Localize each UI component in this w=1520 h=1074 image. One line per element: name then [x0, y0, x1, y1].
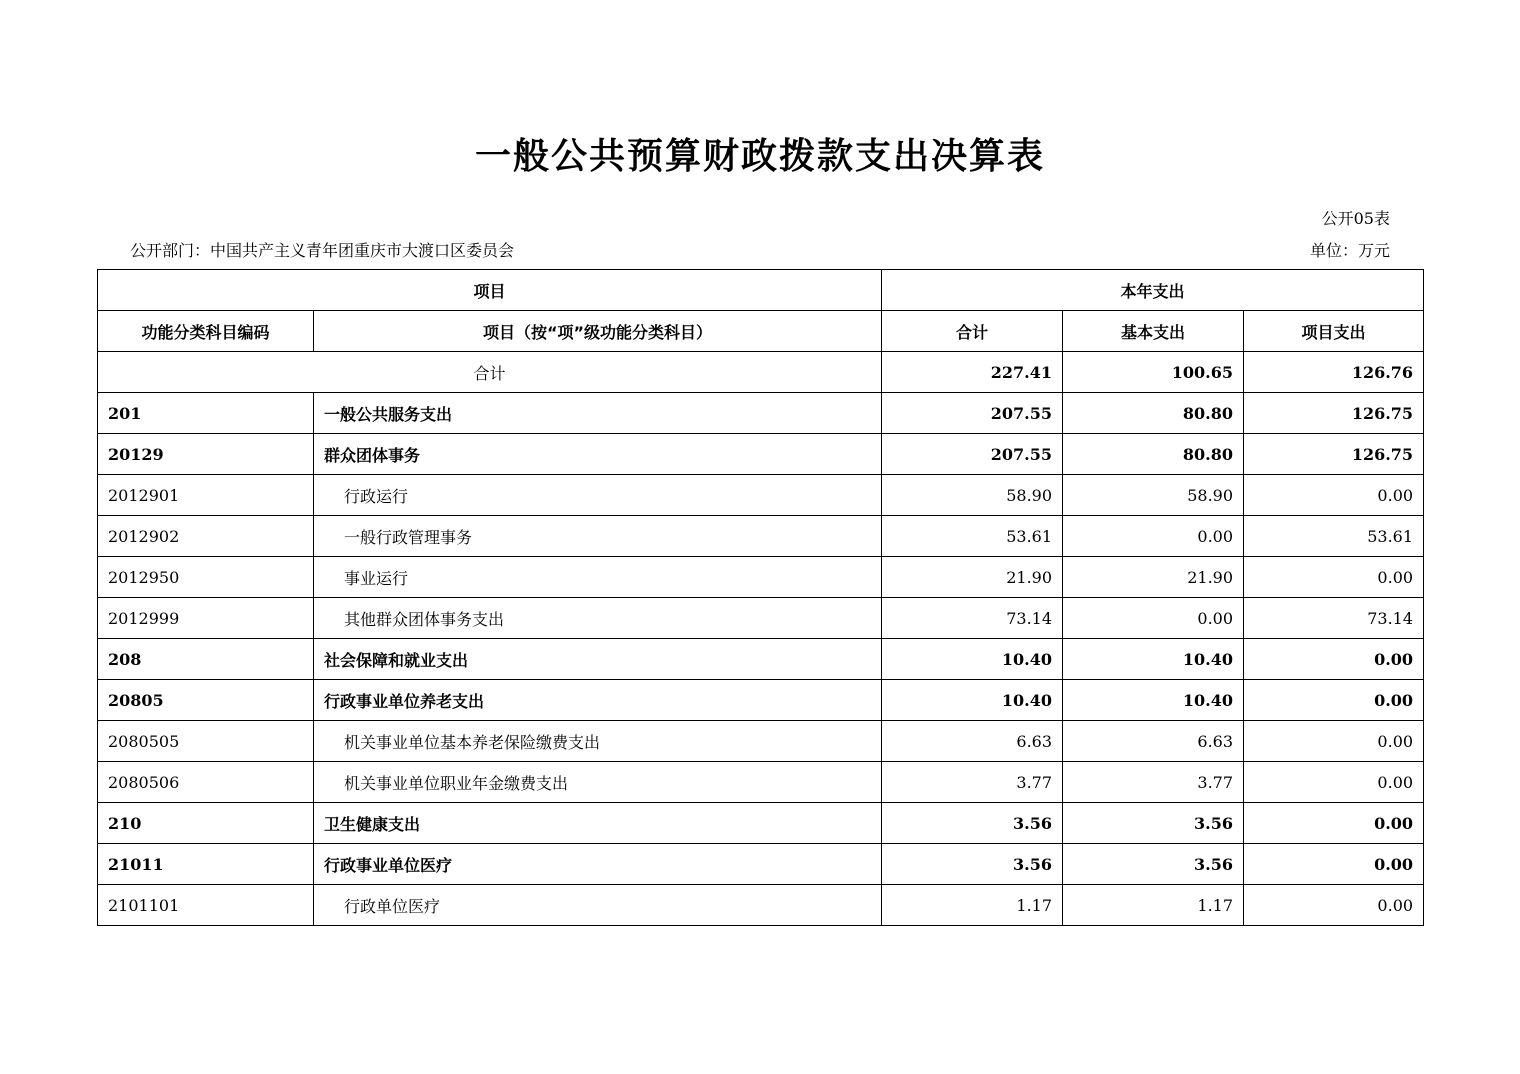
total-label: 合计	[98, 352, 882, 393]
row-basic: 1.17	[1063, 885, 1244, 926]
row-name: 其他群众团体事务支出	[314, 598, 882, 639]
row-name: 机关事业单位基本养老保险缴费支出	[314, 721, 882, 762]
row-name: 社会保障和就业支出	[314, 639, 882, 680]
header-project-expense: 项目支出	[1244, 311, 1424, 352]
row-code: 2080506	[98, 762, 314, 803]
row-project: 126.75	[1244, 393, 1424, 434]
row-basic: 3.77	[1063, 762, 1244, 803]
row-basic: 80.80	[1063, 393, 1244, 434]
row-code: 2101101	[98, 885, 314, 926]
row-total: 73.14	[882, 598, 1063, 639]
row-project: 0.00	[1244, 680, 1424, 721]
row-name: 卫生健康支出	[314, 803, 882, 844]
table-row	[98, 434, 1424, 475]
row-total: 58.90	[882, 475, 1063, 516]
row-project: 0.00	[1244, 475, 1424, 516]
table-row	[98, 557, 1424, 598]
row-name: 一般行政管理事务	[314, 516, 882, 557]
row-basic: 0.00	[1063, 598, 1244, 639]
header-current-year: 本年支出	[882, 270, 1424, 311]
table-row	[98, 680, 1424, 721]
row-basic: 10.40	[1063, 639, 1244, 680]
header-basic: 基本支出	[1063, 311, 1244, 352]
table-row	[98, 639, 1424, 680]
row-project: 0.00	[1244, 803, 1424, 844]
row-total: 53.61	[882, 516, 1063, 557]
total-project: 126.76	[1244, 352, 1424, 393]
row-basic: 21.90	[1063, 557, 1244, 598]
row-project: 126.75	[1244, 434, 1424, 475]
table-row	[98, 598, 1424, 639]
header-project: 项目	[98, 270, 882, 311]
row-code: 20805	[98, 680, 314, 721]
row-basic: 3.56	[1063, 844, 1244, 885]
row-basic: 58.90	[1063, 475, 1244, 516]
row-name: 行政事业单位医疗	[314, 844, 882, 885]
row-project: 0.00	[1244, 844, 1424, 885]
table-row	[98, 721, 1424, 762]
row-project: 53.61	[1244, 516, 1424, 557]
row-name: 事业运行	[314, 557, 882, 598]
row-name: 机关事业单位职业年金缴费支出	[314, 762, 882, 803]
table-row	[98, 803, 1424, 844]
total-row	[98, 352, 1424, 393]
row-project: 0.00	[1244, 639, 1424, 680]
table-row	[98, 393, 1424, 434]
row-total: 1.17	[882, 885, 1063, 926]
row-basic: 10.40	[1063, 680, 1244, 721]
row-code: 210	[98, 803, 314, 844]
total-sum: 227.41	[882, 352, 1063, 393]
row-total: 207.55	[882, 393, 1063, 434]
row-code: 2012999	[98, 598, 314, 639]
row-total: 207.55	[882, 434, 1063, 475]
row-name: 行政事业单位养老支出	[314, 680, 882, 721]
row-total: 3.77	[882, 762, 1063, 803]
row-code: 208	[98, 639, 314, 680]
row-total: 3.56	[882, 844, 1063, 885]
row-name: 行政运行	[314, 475, 882, 516]
row-code: 2012950	[98, 557, 314, 598]
table-row	[98, 475, 1424, 516]
header-row-top	[98, 270, 1424, 311]
row-project: 0.00	[1244, 721, 1424, 762]
row-project: 0.00	[1244, 762, 1424, 803]
page-title: 一般公共预算财政拨款支出决算表	[474, 136, 1045, 177]
row-code: 201	[98, 393, 314, 434]
row-code: 20129	[98, 434, 314, 475]
header-item: 项目（按“项”级功能分类科目）	[314, 311, 882, 352]
total-basic: 100.65	[1063, 352, 1244, 393]
header-row-bottom	[98, 311, 1424, 352]
row-code: 21011	[98, 844, 314, 885]
row-code: 2012902	[98, 516, 314, 557]
table-row	[98, 885, 1424, 926]
row-basic: 80.80	[1063, 434, 1244, 475]
row-name: 行政单位医疗	[314, 885, 882, 926]
row-total: 6.63	[882, 721, 1063, 762]
table-row	[98, 844, 1424, 885]
row-code: 2080505	[98, 721, 314, 762]
row-project: 0.00	[1244, 557, 1424, 598]
header-total: 合计	[882, 311, 1063, 352]
row-basic: 6.63	[1063, 721, 1244, 762]
row-total: 3.56	[882, 803, 1063, 844]
row-name: 群众团体事务	[314, 434, 882, 475]
department-label: 公开部门：中国共产主义青年团重庆市大渡口区委员会	[130, 241, 515, 260]
table-number: 公开05表	[1321, 209, 1390, 228]
header-code: 功能分类科目编码	[98, 311, 314, 352]
budget-table	[97, 269, 1424, 926]
table-row	[98, 516, 1424, 557]
row-total: 10.40	[882, 639, 1063, 680]
row-basic: 0.00	[1063, 516, 1244, 557]
row-total: 21.90	[882, 557, 1063, 598]
row-total: 10.40	[882, 680, 1063, 721]
table-row	[98, 762, 1424, 803]
row-project: 73.14	[1244, 598, 1424, 639]
row-project: 0.00	[1244, 885, 1424, 926]
row-basic: 3.56	[1063, 803, 1244, 844]
unit-label: 单位：万元	[1309, 241, 1390, 260]
row-name: 一般公共服务支出	[314, 393, 882, 434]
row-code: 2012901	[98, 475, 314, 516]
